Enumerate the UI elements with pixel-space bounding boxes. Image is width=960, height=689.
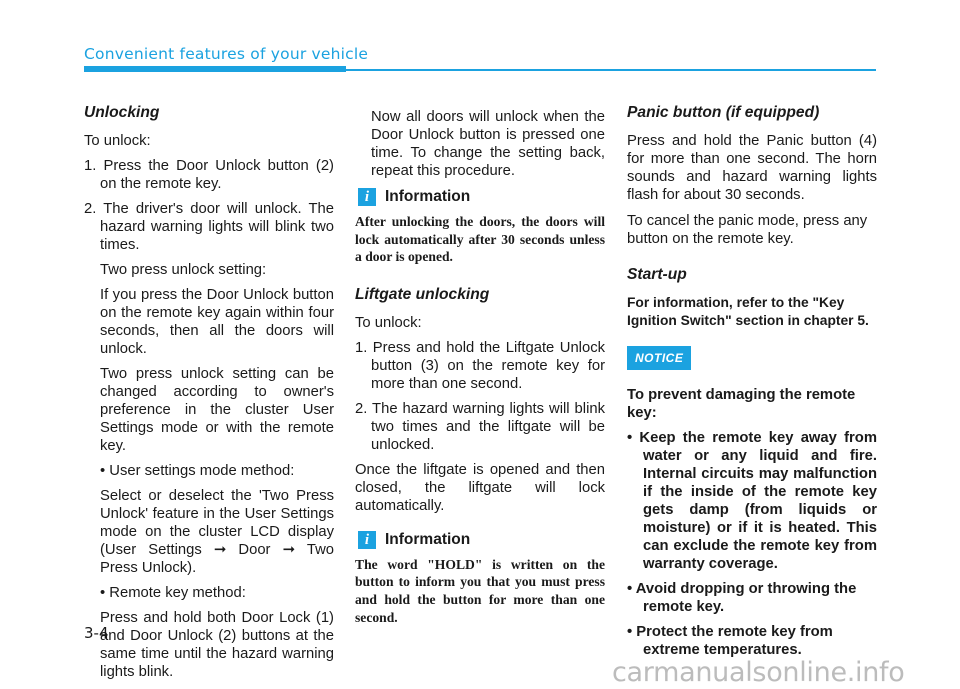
remote-method-text: Press and hold both Door Lock (1) and Door Unlock (2) buttons at the same time until the hazard warning lights blink.	[100, 610, 334, 680]
info-box-2-header	[355, 531, 605, 549]
notice-intro: To prevent damaging the remote key:	[627, 387, 856, 421]
notice-bullet-1: • Keep the remote key away from water or any liquid and fire. Internal circuits may malfunction if the inside of the remote key gets damp (from liquids or moisture) or if it is heated. This can exclude the remote key from warranty coverage.	[627, 430, 877, 572]
info-icon: i	[358, 531, 376, 549]
notice-bullet-3: • Protect the remote key from extreme temperatures.	[627, 624, 833, 658]
info-box-2-text: The word "HOLD" is written on the button to inform you that you must press and hold the button for more than one second.	[355, 556, 605, 625]
unlock-continuation: Now all doors will unlock when the Door Unlock button is pressed one time. To change the setting back, repeat this procedure.	[371, 109, 605, 179]
info-box-1-header	[355, 188, 605, 206]
panic-text: Press and hold the Panic button (4) for more than one second. The horn sounds and hazard warning lights flash for about 30 seconds.	[627, 133, 877, 203]
heading-startup: Start-up	[627, 266, 687, 283]
liftgate-after: Once the liftgate is opened and then closed, the liftgate will lock automatically.	[355, 461, 605, 514]
liftgate-intro: To unlock:	[355, 314, 422, 331]
info-title: Information	[385, 188, 471, 205]
watermark: carmanualsonline.info	[612, 657, 905, 688]
column-left	[84, 104, 334, 681]
panic-cancel: To cancel the panic mode, press any button on the remote key.	[627, 213, 868, 247]
info-icon: i	[358, 188, 376, 206]
info-title: Information	[385, 530, 471, 548]
two-press-title: Two press unlock setting:	[100, 262, 267, 278]
notice-bullet-2: • Avoid dropping or throwing the remote key.	[627, 581, 857, 615]
startup-text: For information, refer to the "Key Ignition Switch" section in chapter 5.	[627, 295, 869, 328]
notice-badge: NOTICE	[627, 346, 691, 370]
column-middle	[355, 104, 605, 626]
section-header: Convenient features of your vehicle	[84, 45, 369, 63]
column-right	[627, 104, 877, 659]
info-box-1-text: After unlocking the doors, the doors will lock automatically after 30 seconds unless a door is opened.	[355, 214, 605, 265]
header-rule-thick	[84, 66, 346, 72]
unlock-step-2: 2. The driver's door will unlock. The hazard warning lights will blink two times.	[84, 201, 334, 253]
unlock-step-1: 1. Press the Door Unlock button (2) on the remote key.	[84, 158, 334, 192]
liftgate-step-2: 2. The hazard warning lights will blink two times and the liftgate will be unlocked.	[355, 400, 605, 453]
bullet-user-settings: • User settings mode method:	[100, 463, 295, 479]
header-rule-thin	[346, 69, 876, 71]
unlock-intro: To unlock:	[84, 133, 151, 149]
heading-panic: Panic button (if equipped)	[627, 104, 820, 121]
user-settings-text: Select or deselect the 'Two Press Unlock' feature in the User Settings mode on the cluster LCD display (User Settings ➞ Door ➞ Two Press Unlock).	[100, 488, 334, 576]
heading-unlocking: Unlocking	[84, 104, 160, 121]
heading-liftgate: Liftgate unlocking	[355, 285, 490, 303]
two-press-text: If you press the Door Unlock button on the remote key again within four seconds, then all the doors will unlock.	[100, 287, 334, 357]
bullet-remote-method: • Remote key method:	[100, 585, 246, 601]
liftgate-step-1: 1. Press and hold the Liftgate Unlock button (3) on the remote key for more than one second.	[355, 339, 605, 392]
two-press-change: Two press unlock setting can be changed according to owner's preference in the cluster User Settings mode or with the remote key.	[100, 366, 334, 454]
page-number: 3-4	[84, 624, 109, 642]
